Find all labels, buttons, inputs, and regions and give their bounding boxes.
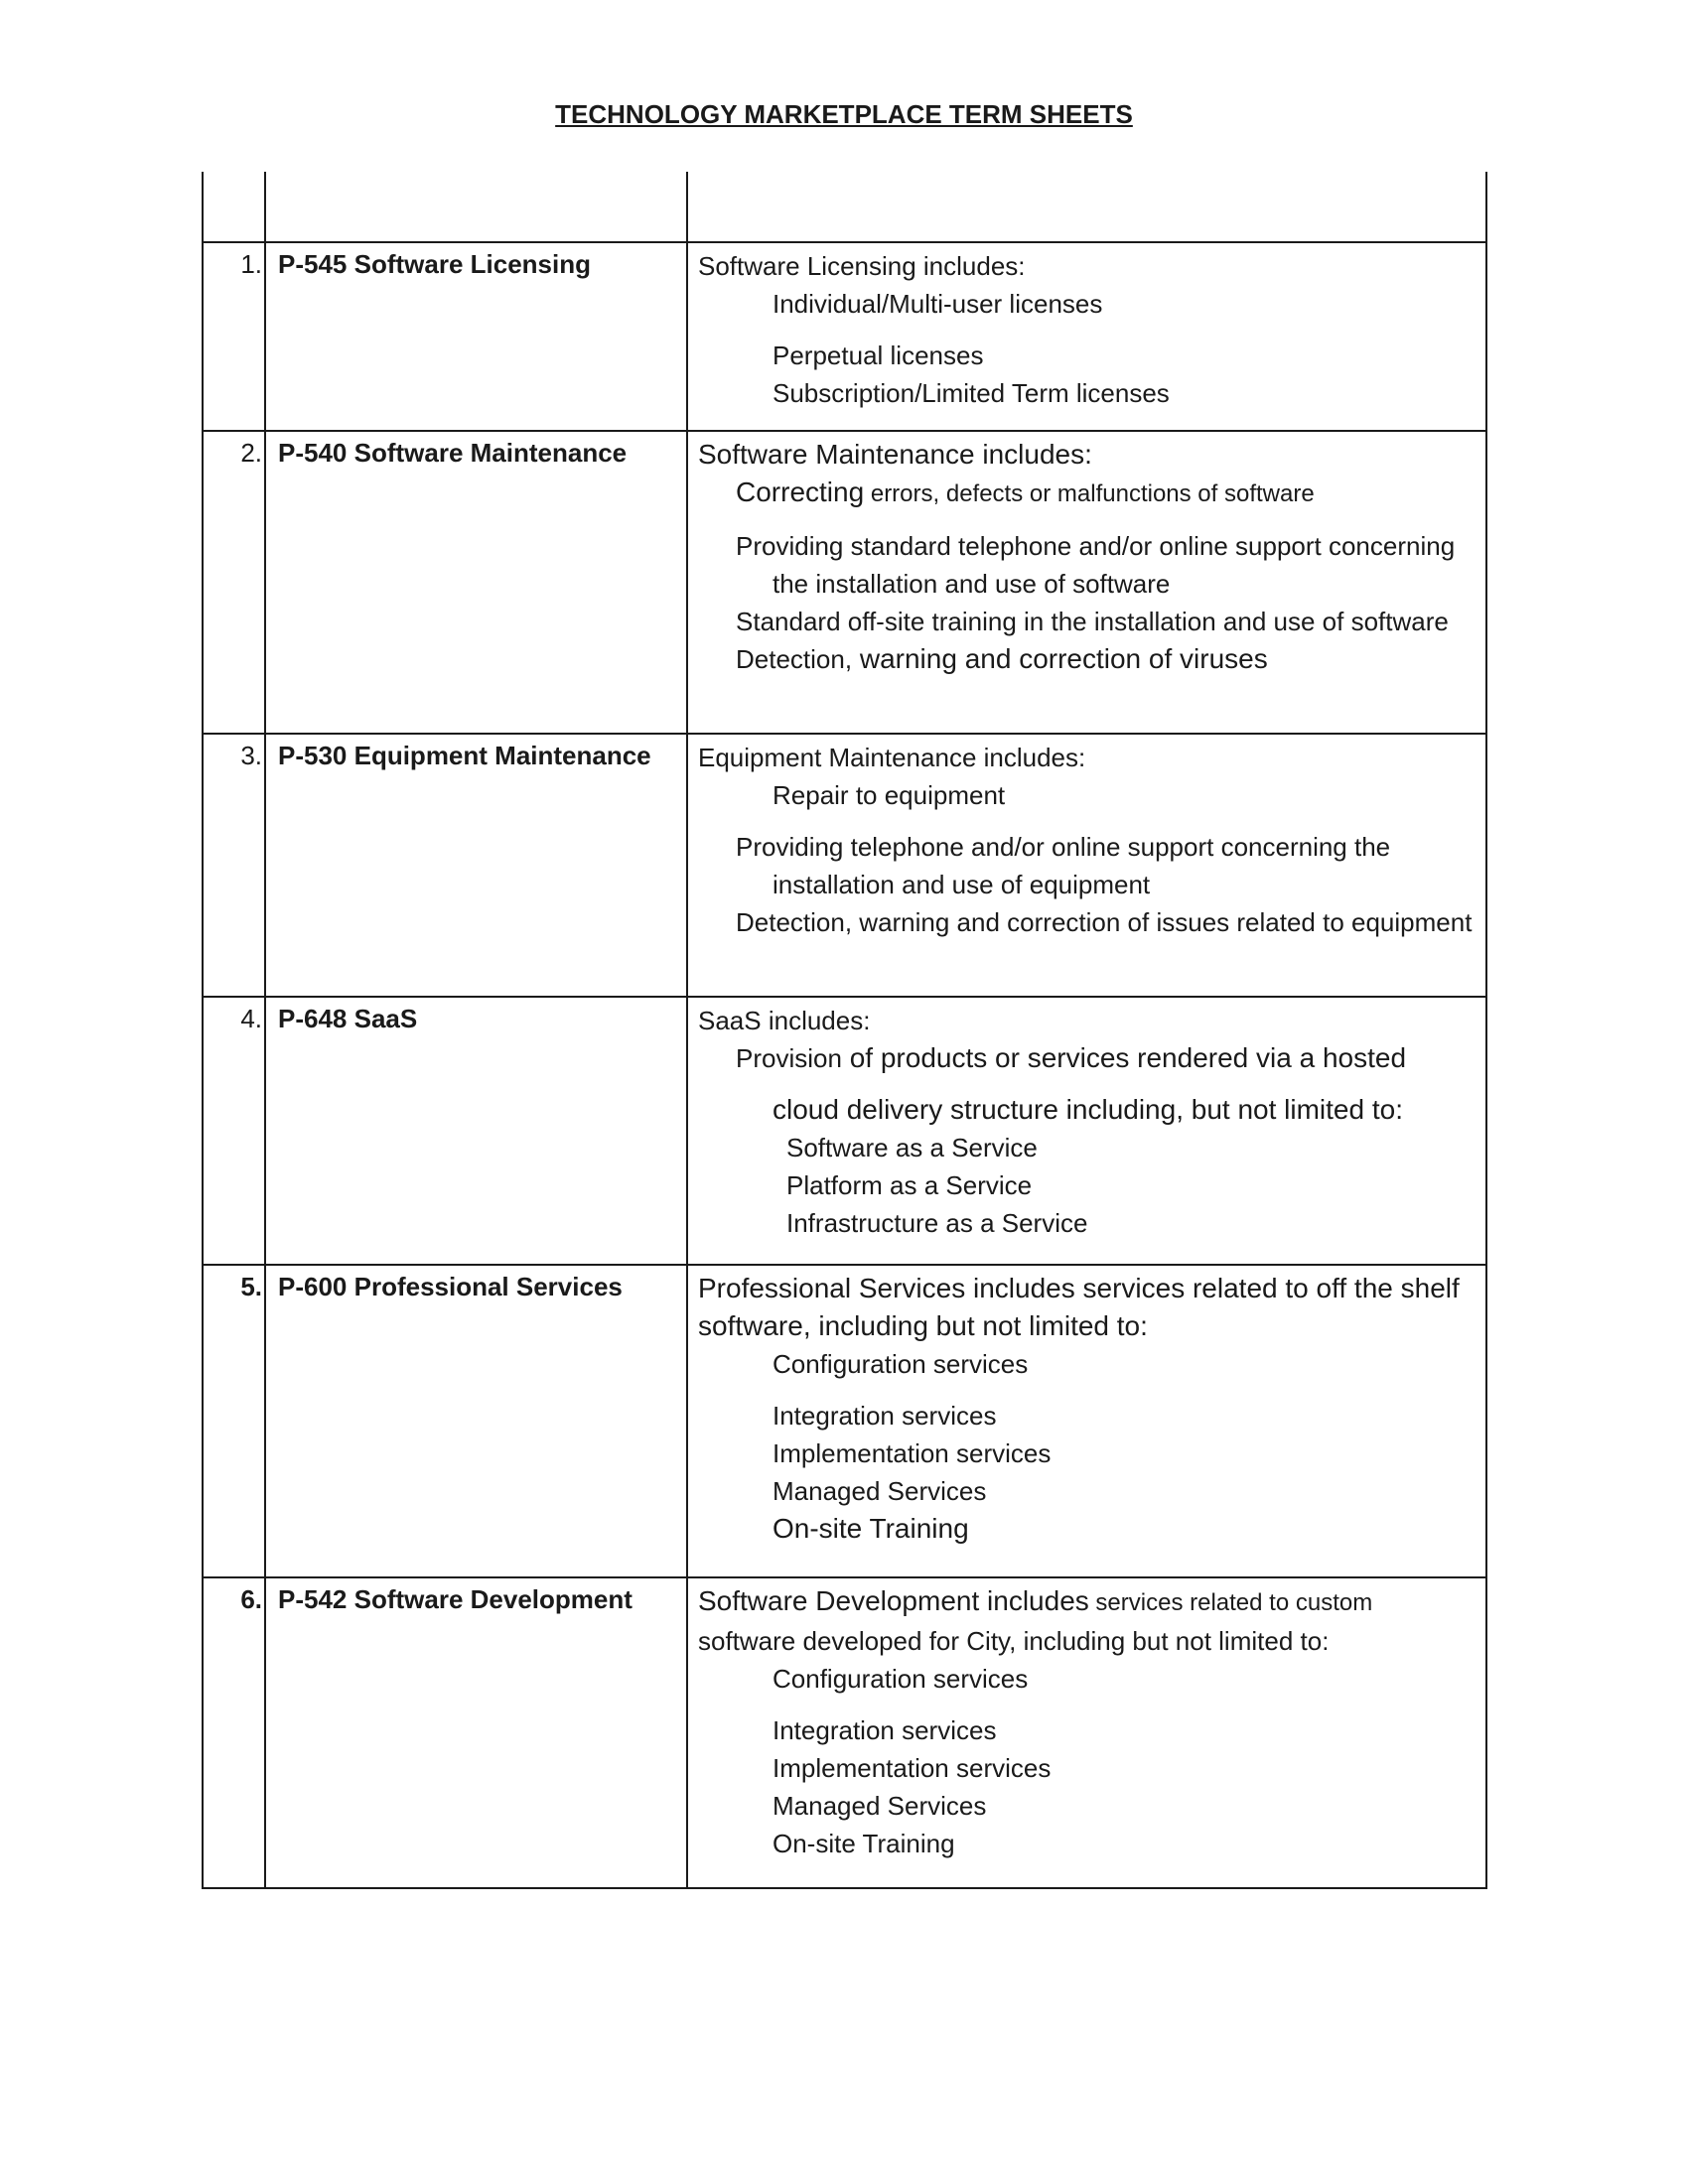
list-item (698, 640, 1476, 678)
table-row (203, 734, 1486, 997)
term-sheet-table (202, 172, 1487, 1889)
row-number: 5. (203, 1265, 265, 1577)
list-item: Providing telephone and/or online support concerning the installation and use of equipment (736, 832, 1391, 899)
table-row (203, 431, 1486, 734)
empty-cell (687, 172, 1486, 242)
list-item: Perpetual licenses (773, 341, 984, 370)
row-number: 3. (203, 734, 265, 997)
category-description (687, 431, 1486, 734)
row-number: 2. (203, 431, 265, 734)
category-description (687, 1265, 1486, 1577)
list-item: Standard off-site training in the installation and use of software (736, 607, 1449, 636)
page-title: TECHNOLOGY MARKETPLACE TERM SHEETS (555, 99, 1133, 129)
row-number: 4. (203, 997, 265, 1265)
list-item: On-site Training (773, 1513, 969, 1544)
list-item-continuation: cloud delivery structure including, but not limited to: (773, 1094, 1403, 1125)
description-intro: SaaS includes: (698, 1006, 871, 1035)
list-item: Managed Services (773, 1791, 987, 1821)
description-intro: Software Maintenance includes: (698, 439, 1092, 470)
list-item: Integration services (773, 1715, 997, 1745)
list-item: Configuration services (773, 1349, 1029, 1379)
description-intro: Professional Services includes services related to off the shelf software, including but not limited to: (698, 1273, 1460, 1341)
intro-rest: services related to custom (1088, 1589, 1373, 1616)
list-item-rest: errors, defects or malfunctions of software (864, 480, 1315, 507)
description-intro (698, 1582, 1476, 1622)
category-name: P-542 Software Development (265, 1577, 687, 1888)
table-row (203, 997, 1486, 1265)
category-name: P-600 Professional Services (265, 1265, 687, 1577)
category-name: P-648 SaaS (265, 997, 687, 1265)
category-name: P-540 Software Maintenance (265, 431, 687, 734)
list-item (698, 1039, 1476, 1077)
intro-lead: Software Development includes (698, 1585, 1089, 1616)
sub-list-item: Platform as a Service (786, 1170, 1033, 1200)
sub-list-item: Infrastructure as a Service (786, 1208, 1088, 1238)
empty-cell (265, 172, 687, 242)
list-item: Detection, warning and correction of issues related to equipment (736, 907, 1473, 937)
table-row (203, 1577, 1486, 1888)
list-item-lead: Correcting (736, 477, 865, 507)
list-item: Integration services (773, 1401, 997, 1431)
sub-list-item: Software as a Service (786, 1133, 1038, 1162)
list-item: Implementation services (773, 1438, 1052, 1468)
category-name: P-530 Equipment Maintenance (265, 734, 687, 997)
list-item: Managed Services (773, 1476, 987, 1506)
table-row-header-spacer (203, 172, 1486, 242)
list-item: Configuration services (773, 1664, 1029, 1694)
row-number: 1. (203, 242, 265, 431)
category-description (687, 242, 1486, 431)
list-item (698, 474, 1476, 513)
list-item: Providing standard telephone and/or online support concerning the installation and use of software (736, 531, 1456, 599)
list-item-lead: Detection, (736, 644, 853, 674)
description-intro-continuation: software developed for City, including but not limited to: (698, 1626, 1330, 1656)
description-intro: Software Licensing includes: (698, 251, 1026, 281)
category-name: P-545 Software Licensing (265, 242, 687, 431)
list-item: Subscription/Limited Term licenses (773, 378, 1170, 408)
table-row (203, 1265, 1486, 1577)
category-description (687, 734, 1486, 997)
list-item-rest: warning and correction of viruses (852, 643, 1268, 674)
list-item: Implementation services (773, 1753, 1052, 1783)
list-item: On-site Training (773, 1829, 955, 1858)
category-description (687, 997, 1486, 1265)
table-row (203, 242, 1486, 431)
list-item: Repair to equipment (773, 780, 1006, 810)
list-item-rest: of products or services rendered via a hosted (841, 1042, 1407, 1073)
list-item-lead: Provision (736, 1043, 842, 1073)
description-intro: Equipment Maintenance includes: (698, 743, 1086, 772)
empty-cell (203, 172, 265, 242)
list-item: Individual/Multi-user licenses (773, 289, 1103, 319)
category-description (687, 1577, 1486, 1888)
row-number: 6. (203, 1577, 265, 1888)
